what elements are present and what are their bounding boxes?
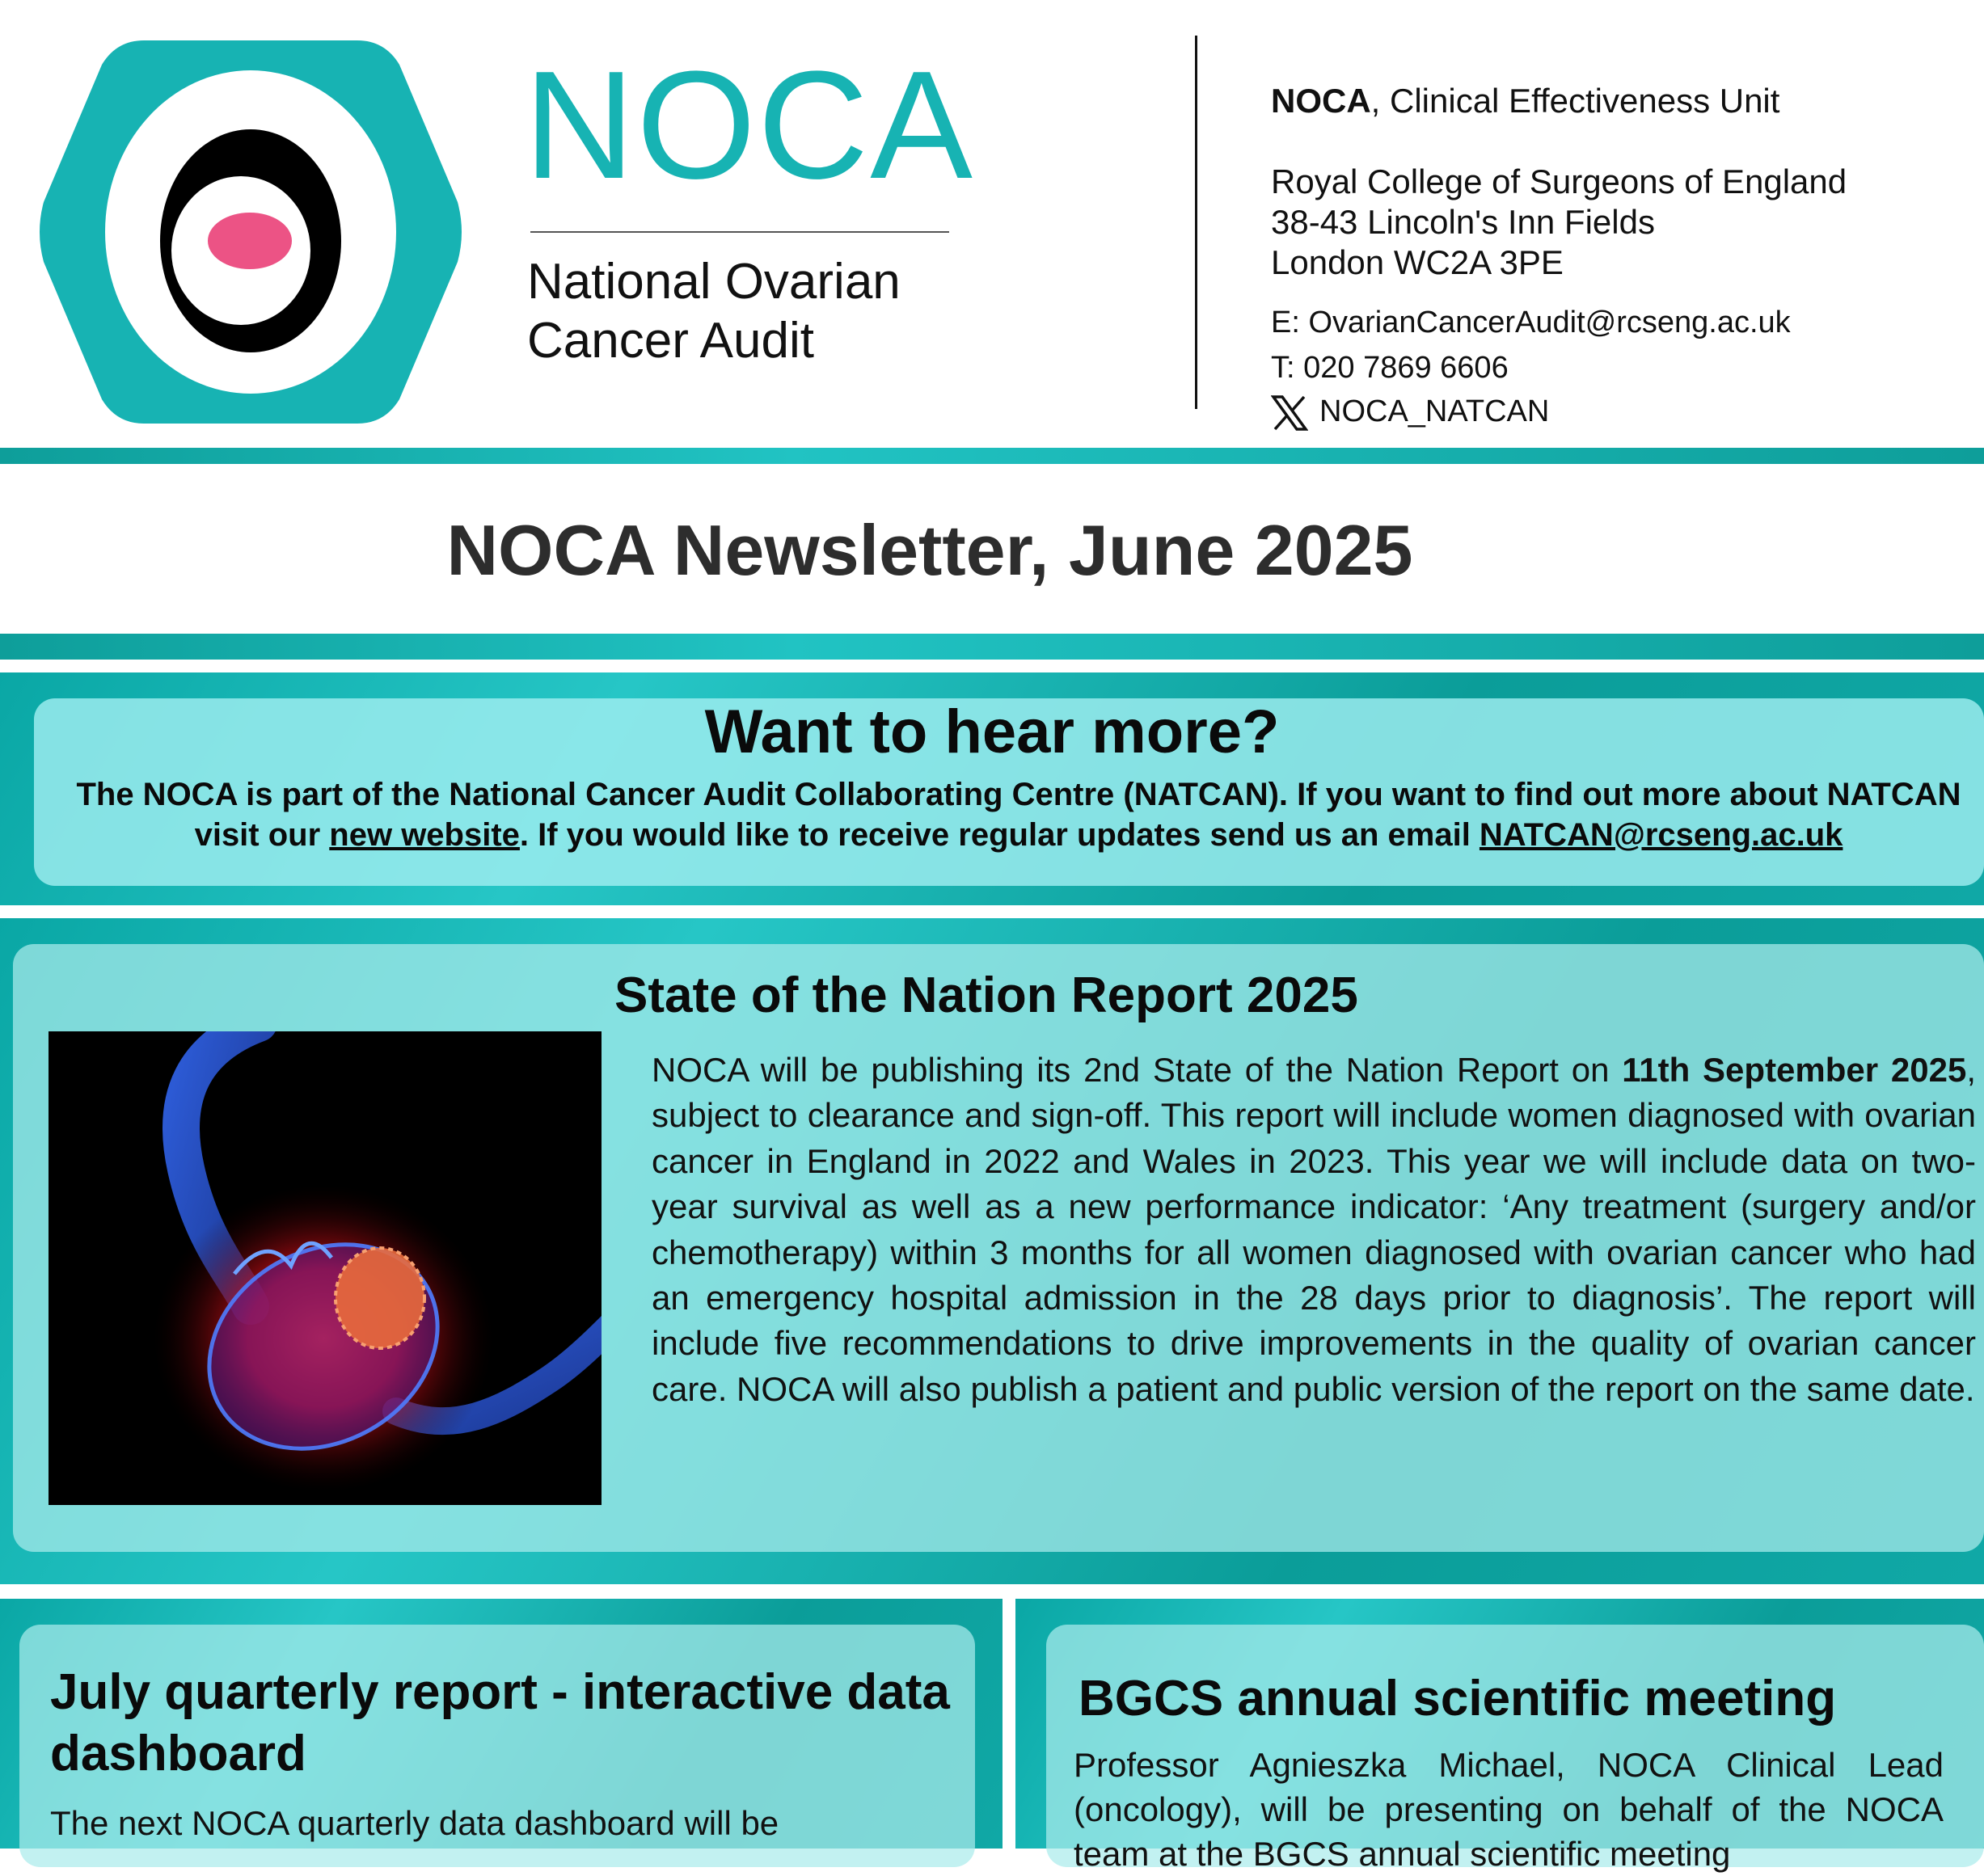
- contact-org-rest: , Clinical Effectiveness Unit: [1370, 82, 1780, 120]
- quarterly-text: The next NOCA quarterly data dashboard will be: [50, 1804, 779, 1842]
- address-line2: 38-43 Lincoln's Inn Fields: [1271, 203, 1655, 241]
- brand-subtitle: [527, 252, 901, 370]
- header-divider: [1195, 36, 1197, 409]
- contact-email[interactable]: E: OvarianCancerAudit@rcseng.ac.uk: [1271, 306, 1791, 339]
- state-of-nation-text: [652, 1048, 1976, 1412]
- contact-org-bold: NOCA: [1271, 82, 1371, 120]
- x-logo-icon: [1271, 394, 1308, 432]
- title-band: [0, 634, 1984, 660]
- ovary-illustration: [49, 1031, 602, 1505]
- noca-logo-icon: [37, 40, 464, 424]
- contact-x[interactable]: [1271, 391, 1549, 432]
- newsletter-title: NOCA Newsletter, June 2025: [446, 510, 1413, 590]
- natcan-email-link[interactable]: NATCAN@rcseng.ac.uk: [1479, 817, 1843, 853]
- brand-divider: [530, 231, 949, 233]
- contact-org: [1271, 81, 1779, 121]
- son-text-part1: NOCA will be publishing its 2nd State of the Nation Report on: [652, 1051, 1623, 1089]
- contact-phone: T: 020 7869 6606: [1271, 351, 1509, 385]
- hear-more-text-part1: The NOCA is part of the National Cancer Audit Collaborating Centre (NATCAN). If you want to find out more about NATCAN visit our: [76, 777, 1961, 853]
- new-website-link[interactable]: new website: [329, 817, 520, 853]
- hear-more-title: Want to hear more?: [704, 698, 1280, 766]
- quarterly-title: July quarterly report - interactive data dashboard: [50, 1664, 950, 1781]
- x-handle[interactable]: NOCA_NATCAN: [1319, 394, 1550, 428]
- top-band: [0, 448, 1984, 464]
- hear-more-text-part2: . If you would like to receive regular updates send us an email: [519, 817, 1480, 853]
- hear-more-text: [73, 774, 1965, 855]
- state-of-nation-title: State of the Nation Report 2025: [614, 968, 1358, 1023]
- brand-subtitle-line2: Cancer Audit: [527, 313, 814, 369]
- brand-title: NOCA: [524, 40, 974, 211]
- bgcs-text: Professor Agnieszka Michael, NOCA Clinical Lead (oncology), will be presenting on behalf of the NOCA team at the BGCS annual scientific meeting: [1074, 1746, 1944, 1873]
- address-line3: London WC2A 3PE: [1271, 243, 1564, 281]
- address-line1: Royal College of Surgeons of England: [1271, 162, 1847, 200]
- bgcs-title: BGCS annual scientific meeting: [1079, 1671, 1837, 1726]
- brand-subtitle-line1: National Ovarian: [527, 254, 901, 310]
- son-text-part2: , subject to clearance and sign-off. This report will include women diagnosed with ovarian cancer in England in 2022 and Wales in 2023. This year we will include data on two-year survival as well as a new performance indicator: ‘Any treatment (surgery and/or chemotherapy) within 3 months for all women diagnosed with ovarian cancer who had an emergency hospital admission in the 28 days prior to diagnosis’. The report will include five recommendations to drive improvements in the quality of ovarian cancer care. NOCA will also publish a patient and public version of the report on the same date.: [652, 1051, 1977, 1408]
- son-publication-date: 11th September 2025: [1622, 1051, 1967, 1089]
